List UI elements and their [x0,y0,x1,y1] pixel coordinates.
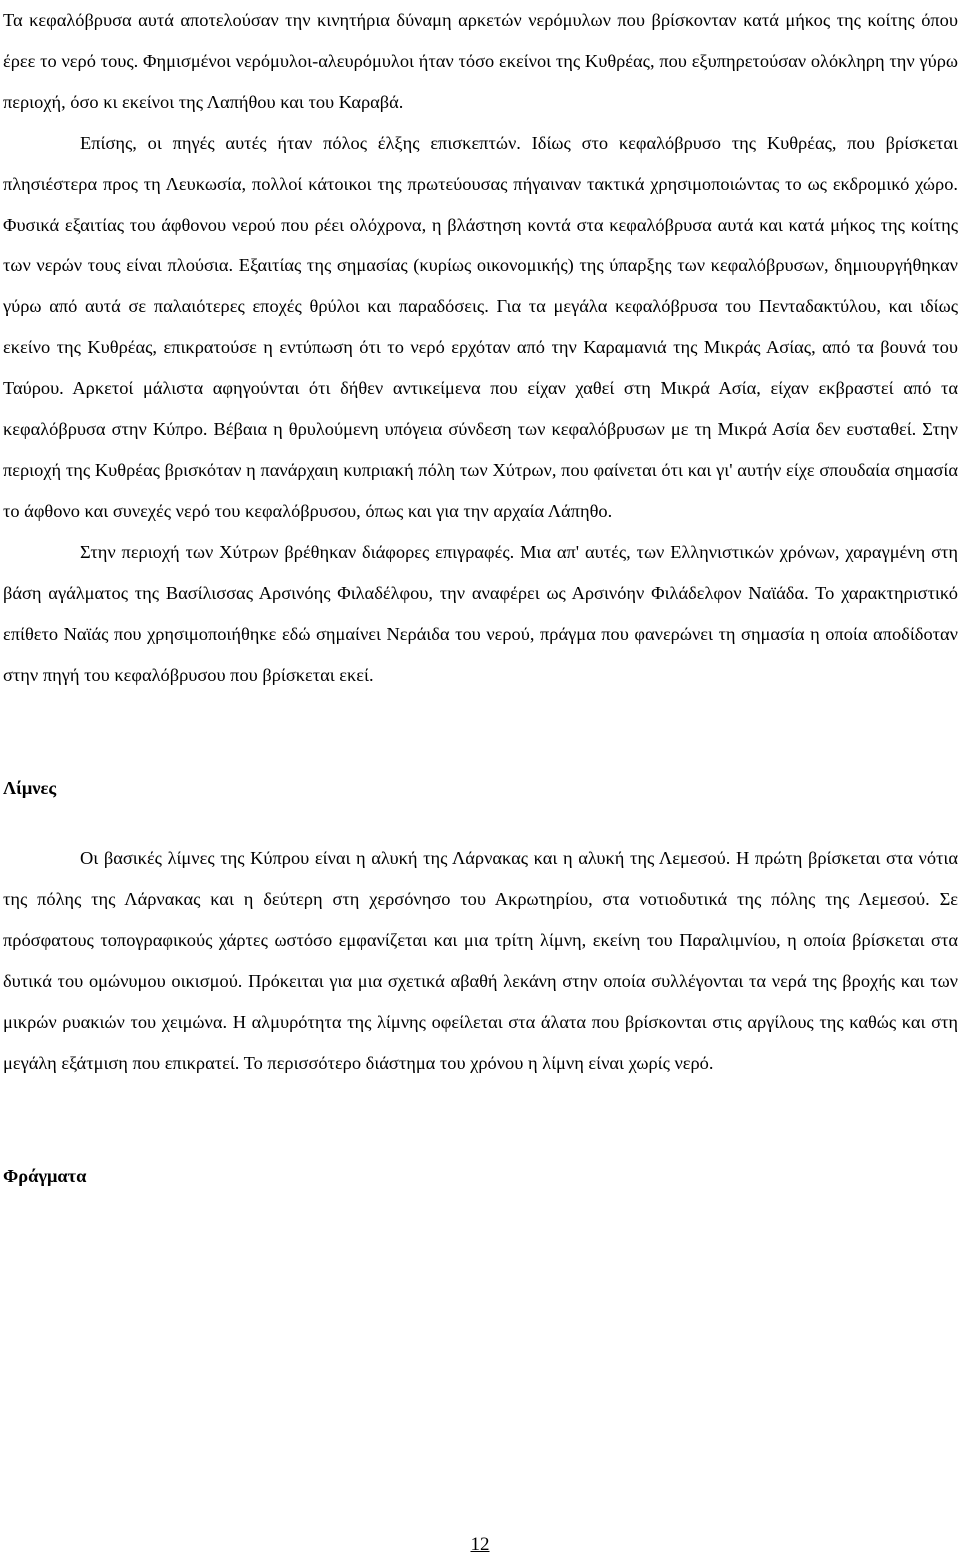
document-body [3,0,958,1197]
paragraph-inscriptions: Στην περιοχή των Χύτρων βρέθηκαν διάφορες επιγραφές. Μια απ' αυτές, των Ελληνιστικών χρόνων, χαραγμένη στη βάση αγάλματος της Βασίλισσας Αρσινόης Φιλαδέλφου, την αναφέρει ως Αρσινόην Φιλάδελφον Ναϊάδα. Το χαρακτηριστικό επίθετο Ναϊάς που χρησιμοποιήθηκε εδώ σημαίνει Νεράιδα του νερού, πράγμα που φανερώνει τη σημασία η οποία αποδίδοταν στην πηγή του κεφαλόβρυσου που βρίσκεται εκεί. [3,541,958,685]
paragraph-lakes: Οι βασικές λίμνες της Κύπρου είναι η αλυκή της Λάρνακας και η αλυκή της Λεμεσού. Η πρώτη βρίσκεται στα νότια της πόλης της Λάρνακας και η δεύτερη στη χερσόνησο του Ακρωτηρίου, στα νοτιοδυτικά της πόλης της Λεμεσού. Σε πρόσφατους τοπογραφικούς χάρτες ωστόσο εμφανίζεται και μια τρίτη λίμνη, εκείνη του Παραλιμνίου, η οποία βρίσκεται στα δυτικά του ομώνυμου οικισμού. Πρόκειται για μια σχετικά αβαθή λεκάνη στην οποία συλλέγονται τα νερά της βροχής και των μικρών ρυακιών του χειμώνα. Η αλμυρότητα της λίμνης οφείλεται στα άλατα που βρίσκονται στις αργίλους της καθώς και στη μεγάλη εξάτμιση που επικρατεί. Το περισσότερο διάστημα του χρόνου η λίμνη είναι χωρίς νερό. [3,848,958,1073]
page-number: 12 [470,1534,490,1555]
paragraph-visitors-legends: Επίσης, οι πηγές αυτές ήταν πόλος έλξης επισκεπτών. Ιδίως στο κεφαλόβρυσο της Κυθρέας, που βρίσκεται πλησιέστερα προς τη Λευκωσία, πολλοί κάτοικοι της πρωτεύουσας πήγαιναν τακτικά χρησιμοποιώντας το ως εκδρομικό χώρο. Φυσικά εξαιτίας του άφθονου νερού που ρέει ολόχρονα, η βλάστηση κοντά στα κεφαλόβρυσα αυτά και κατά μήκος της κοίτης των νερών τους είναι πλούσια. Εξαιτίας της σημασίας (κυρίως οικονομικής) της ύπαρξης των κεφαλόβρυσων, δημιουργήθηκαν γύρω από αυτά σε παλαιότερες εποχές θρύλοι και παραδόσεις. Για τα μεγάλα κεφαλόβρυσα του Πενταδακτύλου, και ιδίως εκείνο της Κυθρέας, επικρατούσε η εντύπωση ότι το νερό ερχόταν από την Καραμανιά της Μικράς Ασίας, από τα βουνά του Ταύρου. Αρκετοί μάλιστα αφηγούνται ότι δήθεν αντικείμενα που είχαν χαθεί στη Μικρά Ασία, είχαν εκβραστεί από τα κεφαλόβρυσα στην Κύπρο. Βέβαια η θρυλούμενη υπόγεια σύνδεση των κεφαλόβρυσων με τη Μικρά Ασία δεν ευσταθεί. Στην περιοχή της Κυθρέας βρισκόταν η πανάρχαιη κυπριακή πόλη των Χύτρων, που φαίνεται ότι και γι' αυτήν είχε σπουδαία σημασία το άφθονο και συνεχές νερό του κεφαλόβρυσου, όπως και για την αρχαία Λάπηθο. [3,132,958,521]
section-heading-dams: Φράγματα [3,1165,87,1186]
section-heading-lakes: Λίμνες [3,778,57,799]
paragraph-watermills: Τα κεφαλόβρυσα αυτά αποτελούσαν την κινητήρια δύναμη αρκετών νερόμυλων που βρίσκονταν κατά μήκος της κοίτης όπου έρεε το νερό τους. Φημισμένοι νερόμυλοι-αλευρόμυλοι ήταν τόσο εκείνοι της Κυθρέας, που εξυπηρετούσαν ολόκληρη την γύρω περιοχή, όσο κι εκείνοι της Λαπήθου και του Καραβά. [3,10,958,112]
